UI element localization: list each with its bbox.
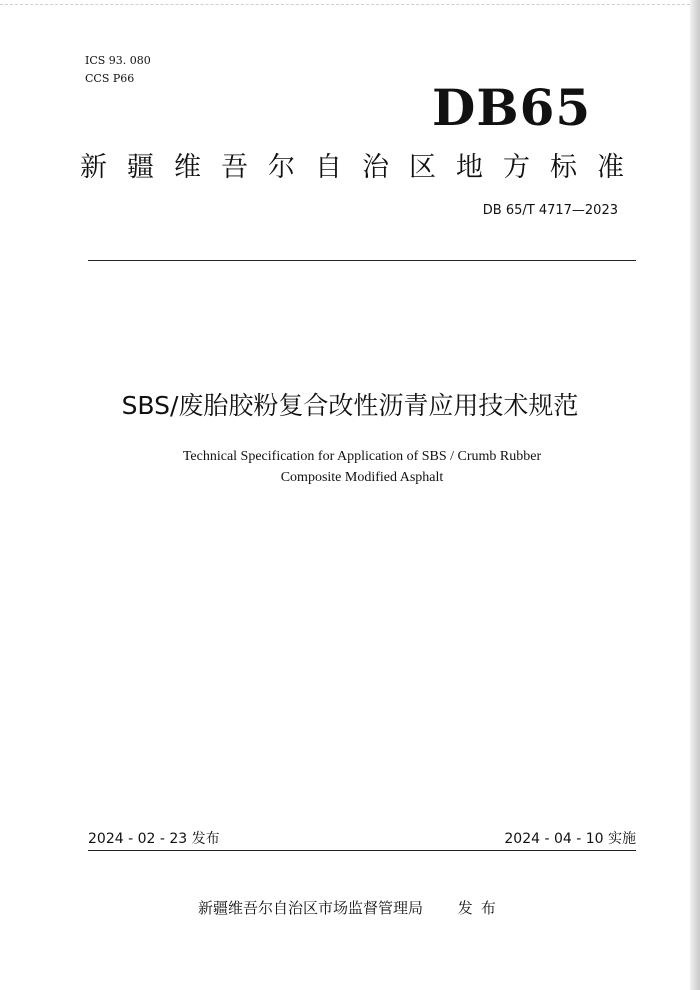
title-english-line-1: Technical Specification for Application of SBS / Crumb Rubber <box>182 449 542 464</box>
scan-edge-right <box>690 0 700 990</box>
implementation-date: 2024 - 04 - 10 实施 <box>504 831 636 847</box>
divider-bottom <box>88 850 636 851</box>
issuer-verb: 发布 <box>457 899 504 917</box>
title-chinese: SBS/废胎胶粉复合改性沥青应用技术规范 <box>121 391 579 420</box>
scan-edge-top <box>0 0 700 5</box>
ics-code: ICS 93. 080 <box>85 54 151 67</box>
classification-codes <box>85 52 151 88</box>
organization-title: 新疆维吾尔自治区地方标准 <box>80 152 644 183</box>
title-english-line-2: Composite Modified Asphalt <box>280 470 444 485</box>
issuing-authority <box>198 897 504 918</box>
db-logo-mark: DB65 <box>432 78 592 137</box>
title-english <box>0 446 700 488</box>
issuer-name: 新疆维吾尔自治区市场监督管理局 <box>198 899 424 917</box>
ccs-code: CCS P66 <box>85 72 135 85</box>
divider-top <box>88 260 636 261</box>
standard-number: DB 65/T 4717—2023 <box>482 203 618 218</box>
issue-date: 2024 - 02 - 23 发布 <box>88 831 220 847</box>
